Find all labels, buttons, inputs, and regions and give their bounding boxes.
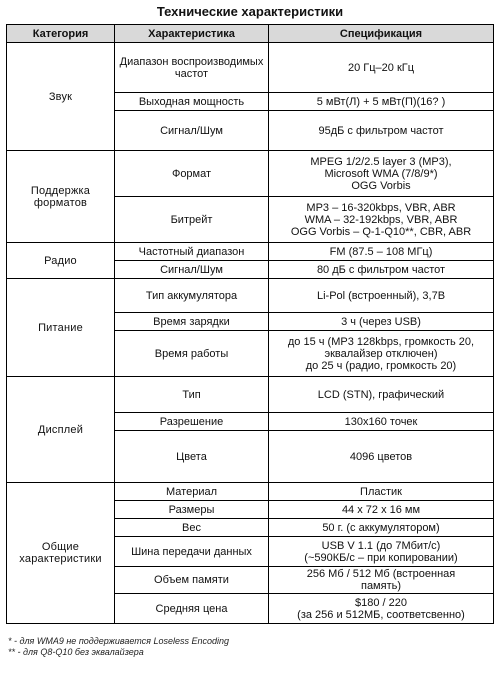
spec-line: OGG Vorbis – Q-1-Q10**, CBR, ABR: [290, 225, 472, 238]
spec-cell: [269, 483, 494, 501]
spec-line: 50 г. (с аккумулятором): [322, 521, 440, 534]
spec-line: память): [360, 580, 402, 592]
spec-cell: [269, 243, 494, 261]
spec-cell: [269, 567, 494, 594]
footnotes: [8, 636, 488, 658]
feature-cell: Время зарядки: [115, 313, 269, 331]
feature-cell: Время работы: [115, 331, 269, 377]
feature-cell: Частотный диапазон: [115, 243, 269, 261]
spec-line: MP3 – 16-320kbps, VBR, ABR: [306, 201, 456, 214]
spec-line: LCD (STN), графический: [317, 388, 445, 401]
spec-line: FM (87.5 – 108 МГц): [329, 245, 433, 258]
feature-cell: Сигнал/Шум: [115, 111, 269, 151]
spec-cell: [269, 331, 494, 377]
spec-line: (за 256 и 512МБ, соответсвенно): [297, 608, 465, 621]
feature-cell: Средняя цена: [115, 594, 269, 624]
spec-cell: [269, 594, 494, 624]
spec-line: (~590КБ/с – при копировании): [304, 551, 458, 564]
feature-cell: Тип: [115, 377, 269, 413]
category-cell: Дисплей: [7, 377, 115, 483]
feature-cell: Объем памяти: [115, 567, 269, 594]
feature-cell: Формат: [115, 151, 269, 197]
spec-cell: [269, 43, 494, 93]
feature-cell: Шина передачи данных: [115, 537, 269, 567]
feature-cell: Битрейт: [115, 197, 269, 243]
table-body: [7, 43, 494, 624]
feature-cell: Материал: [115, 483, 269, 501]
spec-line: 5 мВт(Л) + 5 мВт(П)(16? ): [316, 95, 446, 108]
spec-line: эквалайзер отключен): [324, 347, 438, 360]
spec-line: 130x160 точек: [344, 415, 418, 428]
spec-line: до 15 ч (MP3 128kbps, громкость 20,: [287, 335, 475, 348]
header-category: Категория: [7, 25, 115, 43]
table-row: [7, 151, 494, 197]
category-cell: Питание: [7, 279, 115, 377]
spec-line: 3 ч (через USB): [341, 315, 421, 328]
feature-cell: Вес: [115, 519, 269, 537]
spec-line: MPEG 1/2/2.5 layer 3 (MP3),: [310, 155, 452, 168]
spec-cell: [269, 537, 494, 567]
spec-line: до 25 ч (радио, громкость 20): [305, 359, 457, 372]
spec-line: Microsoft WMA (7/8/9*): [324, 167, 438, 180]
table-row: [7, 43, 494, 93]
spec-cell: [269, 279, 494, 313]
page-title: Технические характеристики: [156, 4, 344, 19]
spec-line: Li-Pol (встроенный), 3,7В: [316, 289, 446, 302]
feature-cell: Тип аккумулятора: [115, 279, 269, 313]
feature-cell: Разрешение: [115, 413, 269, 431]
spec-line: Пластик: [360, 485, 402, 498]
spec-line: 4096 цветов: [349, 450, 413, 463]
spec-line: 80 дБ с фильтром частот: [316, 263, 446, 276]
spec-cell: [269, 111, 494, 151]
spec-line: 44 x 72 x 16 мм: [341, 503, 421, 516]
spec-cell: [269, 413, 494, 431]
spec-line: WMA – 32-192kbps, VBR, ABR: [304, 213, 458, 226]
spec-line: 256 Мб / 512 Мб (встроенная: [306, 568, 456, 580]
header-spec: Спецификация: [269, 25, 494, 43]
spec-cell: [269, 431, 494, 483]
feature-cell: Сигнал/Шум: [115, 261, 269, 279]
spec-line: OGG Vorbis: [351, 179, 411, 192]
spec-cell: [269, 501, 494, 519]
table-row: [7, 243, 494, 261]
spec-line: $180 / 220: [355, 596, 407, 609]
spec-line: USB V 1.1 (до 7Мбит/с): [321, 539, 441, 552]
spec-cell: [269, 93, 494, 111]
spec-cell: [269, 197, 494, 243]
footnote: ** - для Q8-Q10 без эквалайзера: [8, 647, 144, 657]
table-header-row: [7, 25, 494, 43]
category-cell: Общие характеристики: [7, 483, 115, 624]
spec-line: 20 Гц–20 кГц: [347, 61, 415, 74]
feature-cell: Цвета: [115, 431, 269, 483]
header-feature: Характеристика: [115, 25, 269, 43]
category-cell: Радио: [7, 243, 115, 279]
spec-cell: [269, 519, 494, 537]
spec-cell: [269, 313, 494, 331]
spec-cell: [269, 261, 494, 279]
table-row: [7, 279, 494, 313]
feature-cell: Размеры: [115, 501, 269, 519]
feature-cell: Выходная мощность: [115, 93, 269, 111]
specs-table: [6, 24, 494, 624]
table-row: [7, 377, 494, 413]
category-cell: Поддержка форматов: [7, 151, 115, 243]
spec-line: 95дБ с фильтром частот: [318, 124, 444, 137]
category-cell: Звук: [7, 43, 115, 151]
spec-cell: [269, 377, 494, 413]
spec-cell: [269, 151, 494, 197]
footnote: * - для WMA9 не поддерживается Loseless Encoding: [8, 636, 229, 646]
feature-cell: Диапазон воспроизводимых частот: [115, 43, 269, 93]
table-row: [7, 483, 494, 501]
